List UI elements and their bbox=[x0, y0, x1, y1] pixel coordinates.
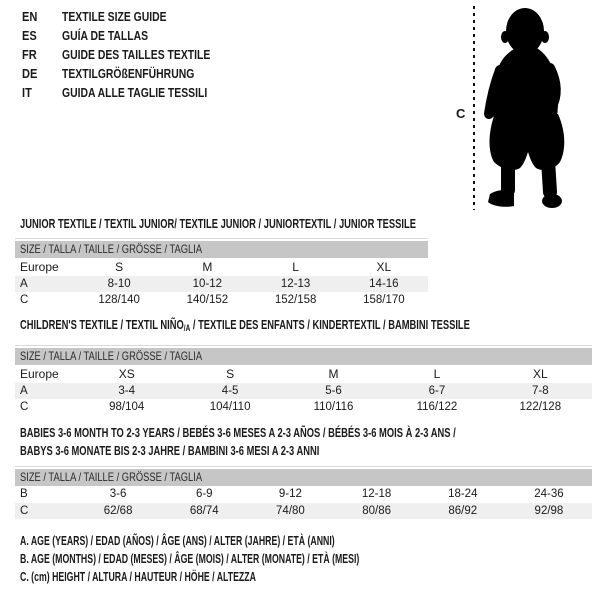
value-cell: 14-16 bbox=[369, 278, 399, 290]
language-row-it bbox=[22, 83, 247, 102]
row-label: C bbox=[20, 505, 29, 517]
value-cell: 12-18 bbox=[361, 488, 392, 500]
junior-section-title: JUNIOR TEXTILE / TEXTIL JUNIOR/ TEXTILE JUNIOR / JUNIORTEXTIL / JUNIOR TESSILE bbox=[20, 216, 416, 231]
children-section-title bbox=[20, 318, 470, 335]
children-title-sub: /A bbox=[183, 323, 191, 333]
table-row bbox=[15, 258, 428, 276]
language-title: GUÍA DE TALLAS bbox=[62, 28, 149, 43]
children-size-table bbox=[15, 345, 592, 415]
value-cell: 3-4 bbox=[118, 385, 136, 397]
junior-size-header-bar bbox=[15, 241, 428, 258]
babies-size-table bbox=[15, 466, 592, 519]
language-code: ES bbox=[22, 28, 37, 43]
size-cell: S bbox=[115, 260, 124, 274]
table-row bbox=[15, 292, 428, 308]
value-cell: 104/110 bbox=[209, 401, 251, 413]
value-cell: 9-12 bbox=[278, 488, 302, 500]
row-label: Europe bbox=[20, 260, 59, 274]
value-cell: 18-24 bbox=[448, 488, 478, 500]
babies-section-title-line2: BABYS 3-6 MONATE BIS 2-3 JAHRE / BAMBINI 3-6 MESI A 2-3 ANNI bbox=[20, 443, 320, 458]
value-cell: 98/104 bbox=[109, 401, 145, 413]
value-cell: 3-6 bbox=[109, 488, 127, 500]
size-header-label: SIZE / TALLA / TAILLE / GRÖSSE / TAGLIA bbox=[20, 242, 203, 256]
value-cell: 86/92 bbox=[448, 505, 478, 517]
table-row bbox=[15, 276, 428, 292]
babies-size-header-bar bbox=[15, 469, 592, 486]
size-cell: XS bbox=[118, 367, 135, 381]
value-cell: 10-12 bbox=[192, 278, 223, 290]
language-list bbox=[22, 7, 247, 102]
junior-size-table bbox=[15, 238, 428, 308]
value-cell: 110/116 bbox=[313, 401, 354, 413]
value-cell: 24-36 bbox=[534, 488, 564, 500]
language-row-de bbox=[22, 64, 247, 83]
value-cell: 140/152 bbox=[186, 294, 229, 306]
language-row-en bbox=[22, 7, 247, 26]
row-label: A bbox=[20, 278, 28, 290]
value-cell: 74/80 bbox=[276, 505, 305, 517]
children-title-post: / TEXTILE DES ENFANTS / KINDERTEXTIL / BAMBINI TESSILE bbox=[190, 317, 470, 332]
height-marker-label: C bbox=[456, 106, 466, 121]
value-cell: 8-10 bbox=[107, 278, 131, 290]
table-row bbox=[15, 383, 592, 399]
language-title: TEXTILGRÖßENFÜHRUNG bbox=[62, 66, 195, 81]
size-cell: M bbox=[328, 367, 339, 381]
size-cell: L bbox=[292, 260, 299, 274]
value-cell: 6-9 bbox=[195, 488, 213, 500]
language-code: IT bbox=[22, 85, 32, 100]
value-cell: 116/122 bbox=[416, 401, 458, 413]
table-row bbox=[15, 399, 592, 415]
value-cell: 92/98 bbox=[534, 505, 564, 517]
table-row bbox=[15, 486, 592, 503]
height-dashed-line bbox=[473, 6, 475, 210]
value-cell: 128/140 bbox=[98, 294, 140, 306]
size-cell: XL bbox=[376, 260, 392, 274]
row-label: B bbox=[20, 488, 28, 500]
size-cell: XL bbox=[532, 367, 548, 381]
footnote-b: B. AGE (MONTHS) / EDAD (MESES) / ÂGE (MOIS) / ALTER (MONATE) / ETÀ (MESI) bbox=[20, 552, 360, 566]
children-title-pre: CHILDREN'S TEXTILE / TEXTIL NIÑO bbox=[20, 317, 184, 332]
size-cell: M bbox=[202, 260, 213, 274]
babies-section-title-line1: BABIES 3-6 MONTH TO 2-3 YEARS / BEBÉS 3-6 MESES A 2-3 AÑOS / BÉBÉS 3-6 MOIS À 2-3 ANS / bbox=[20, 425, 456, 440]
table-row bbox=[15, 365, 592, 383]
value-cell: 152/158 bbox=[274, 294, 317, 306]
language-row-es bbox=[22, 26, 247, 45]
size-cell: S bbox=[226, 367, 235, 381]
value-cell: 5-6 bbox=[325, 385, 342, 397]
language-row-fr bbox=[22, 45, 247, 64]
language-code: FR bbox=[22, 47, 37, 62]
language-title: GUIDA ALLE TAGLIE TESSILI bbox=[62, 85, 208, 100]
value-cell: 4-5 bbox=[221, 385, 239, 397]
footnotes bbox=[20, 532, 505, 586]
value-cell: 158/170 bbox=[363, 294, 405, 306]
children-size-header-bar bbox=[15, 348, 592, 365]
language-title: GUIDE DES TAILLES TEXTILE bbox=[62, 47, 211, 62]
toddler-silhouette-icon bbox=[480, 4, 600, 210]
value-cell: 122/128 bbox=[519, 401, 562, 413]
value-cell: 80/86 bbox=[362, 505, 391, 517]
row-label: C bbox=[20, 401, 29, 413]
value-cell: 62/68 bbox=[103, 505, 133, 517]
language-code: EN bbox=[22, 9, 38, 24]
language-title: TEXTILE SIZE GUIDE bbox=[62, 9, 167, 24]
value-cell: 7-8 bbox=[532, 385, 549, 397]
size-header-label: SIZE / TALLA / TAILLE / GRÖSSE / TAGLIA bbox=[20, 349, 203, 363]
footnote-a: A. AGE (YEARS) / EDAD (AÑOS) / ÂGE (ANS) / ALTER (JAHRE) / ETÀ (ANNI) bbox=[20, 534, 335, 548]
value-cell: 6-7 bbox=[428, 385, 446, 397]
value-cell: 12-13 bbox=[280, 278, 311, 290]
language-code: DE bbox=[22, 66, 38, 81]
row-label: C bbox=[20, 294, 29, 306]
row-label: Europe bbox=[20, 367, 59, 381]
size-cell: L bbox=[433, 367, 441, 381]
footnote-c: C. (cm) HEIGHT / ALTURA / HAUTEUR / HÖHE / ALTEZZA bbox=[20, 570, 256, 584]
value-cell: 68/74 bbox=[189, 505, 219, 517]
table-row bbox=[15, 503, 592, 519]
size-header-label: SIZE / TALLA / TAILLE / GRÖSSE / TAGLIA bbox=[20, 470, 203, 484]
row-label: A bbox=[20, 385, 28, 397]
